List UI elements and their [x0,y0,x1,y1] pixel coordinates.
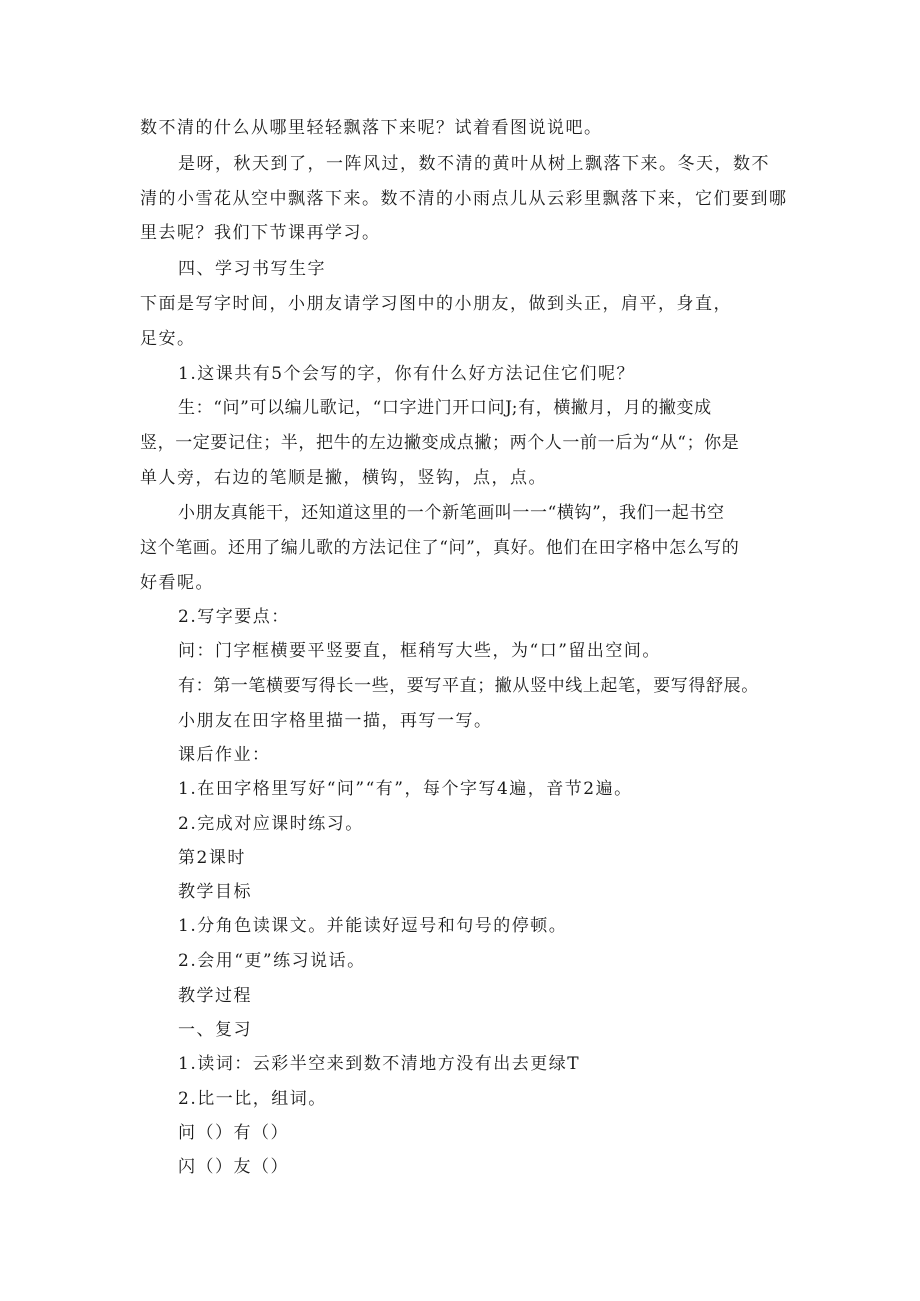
text-line-20: 1.在田字格里写好“问”“有”，每个字写4遍，音节2遍。 [178,779,633,799]
text-line-1: 数不清的什么从哪里轻轻飘落下来呢？试着看图说说吧。 [140,118,603,138]
text-line-10: 竖，一定要记住；半，把牛的左边撇变成点撇；两个人一前一后为“从“；你是 [140,433,740,453]
text-line-24: 1.分角色读课文。并能读好逗号和句号的停顿。 [178,916,568,936]
text-line-11: 单人旁，右边的笔顺是撇，横钩，竖钩，点，点。 [140,468,547,488]
text-line-31: 闪（）友（） [178,1157,289,1177]
text-line-6: 下面是写字时间，小朋友请学习图中的小朋友，做到头正，肩平，身直， [140,294,732,314]
text-line-18: 小朋友在田字格里描一描，再写一写。 [178,711,493,731]
teaching-goals-heading: 教学目标 [178,882,252,902]
text-line-8: 1.这课共有5个会写的字，你有什么好方法记住它们呢？ [178,364,636,384]
text-line-9: 生：“问”可以编儿歌记，“口字进门开口问J;有，横撇月，月的撇变成 [178,398,712,418]
text-line-7: 足安。 [140,329,196,349]
text-line-16: 问：门字框横要平竖要直，框稍写大些，为“口”留出空间。 [178,641,661,661]
text-line-13: 这个笔画。还用了编儿歌的方法记住了“问”，真好。他们在田字格中怎么写的 [140,538,740,558]
text-line-12: 小朋友真能干，还知道这里的一个新笔画叫一一“横钩”，我们一起书空 [178,503,725,523]
text-line-25: 2.会用“更”练习说话。 [178,951,366,971]
text-line-4: 里去呢？我们下节课再学习。 [140,223,381,243]
text-line-2: 是呀，秋天到了，一阵风过，数不清的黄叶从树上飘落下来。冬天，数不 [178,154,770,174]
text-line-17: 有：第一笔横要写得长一些，要写平直；撇从竖中线上起笔，要写得舒展。 [178,676,759,696]
text-line-3: 清的小雪花从空中飘落下来。数不清的小雨点儿从云彩里飘落下来，它们要到哪 [140,189,788,209]
text-line-21: 2.完成对应课时练习。 [178,814,364,834]
section-heading-writing: 四、学习书写生字 [178,259,326,279]
text-line-14: 好看呢。 [140,573,214,593]
text-line-15: 2.写字要点： [178,607,290,627]
text-line-30: 问（）有（） [178,1123,289,1143]
teaching-process-heading: 教学过程 [178,986,252,1006]
text-line-28: 1.读词：云彩半空来到数不清地方没有出去更绿T [178,1054,581,1074]
text-line-29: 2.比一比，组词。 [178,1089,327,1109]
homework-heading: 课后作业： [178,745,271,765]
review-heading: 一、复习 [178,1020,252,1040]
lesson-2-heading: 第2课时 [178,848,246,868]
